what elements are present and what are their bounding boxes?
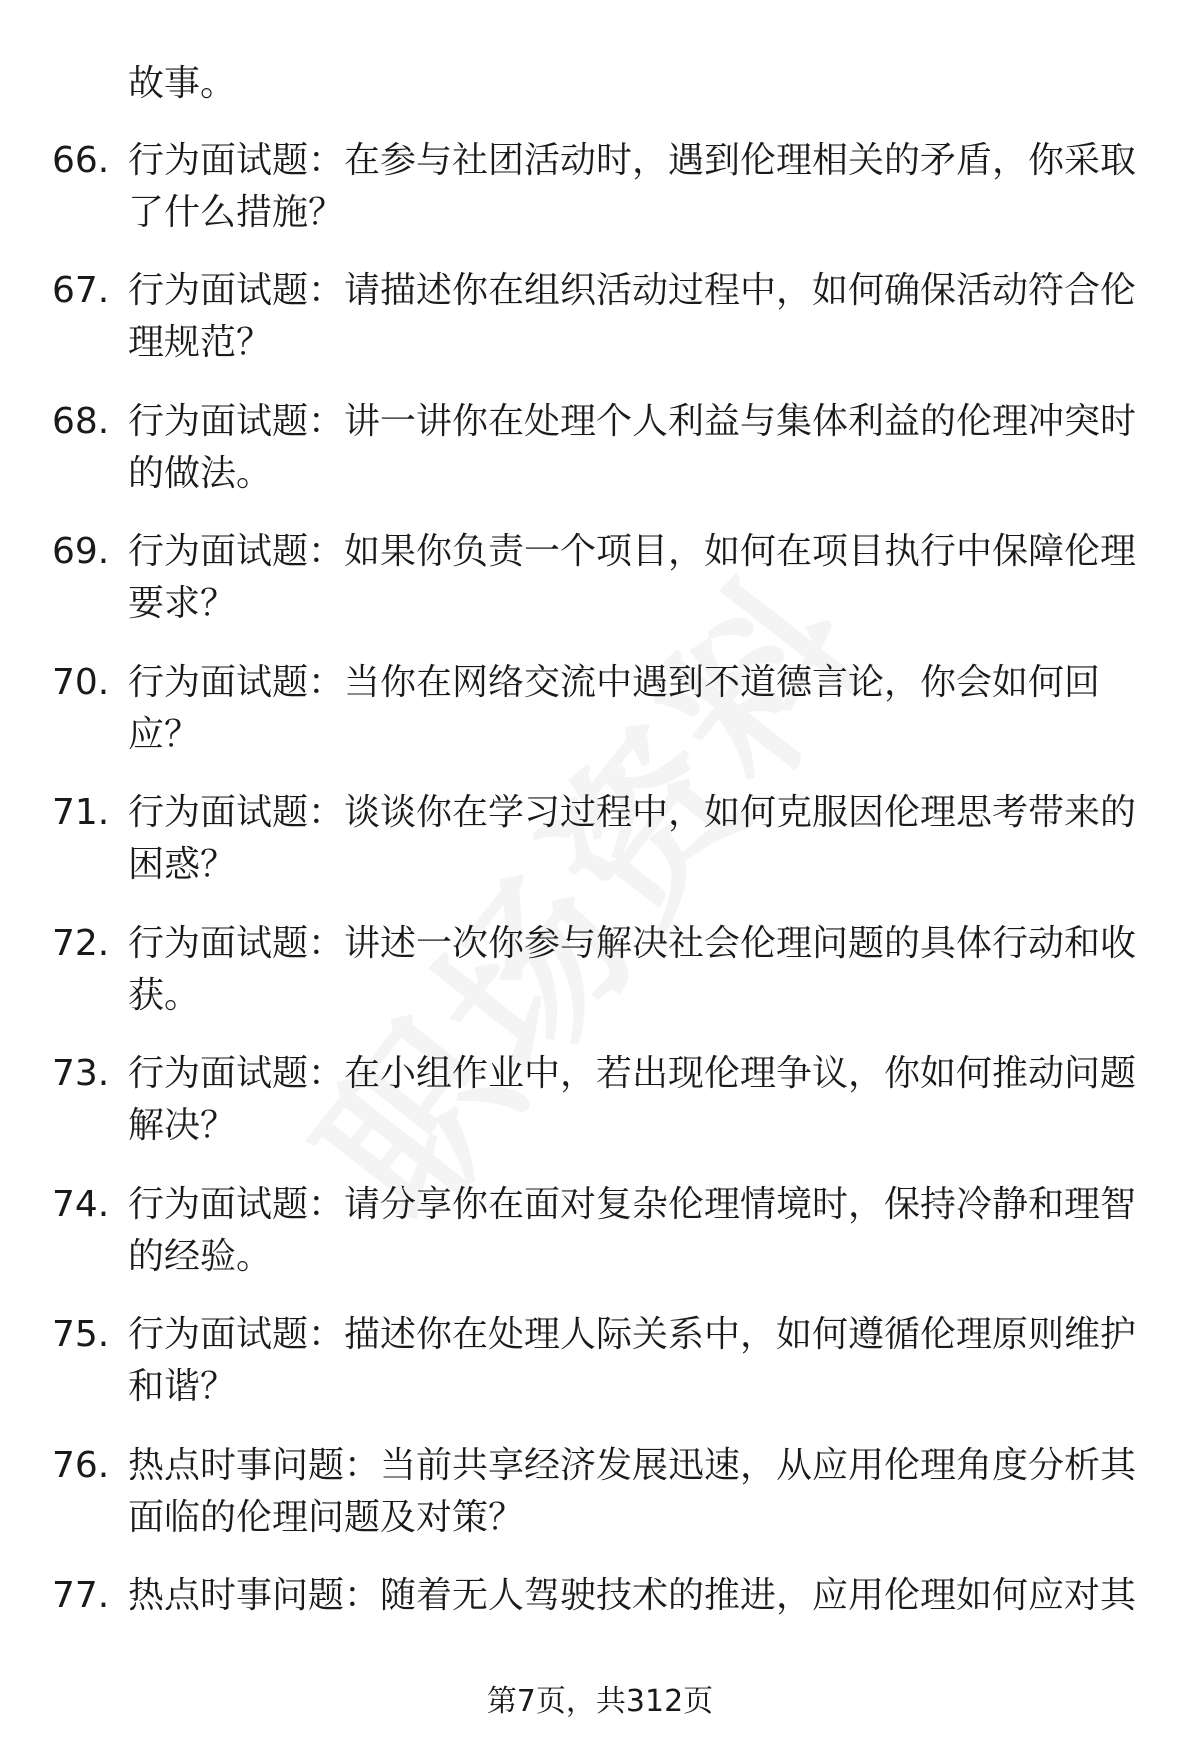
item-number: 77.	[52, 1575, 110, 1616]
item-number: 67.	[52, 270, 110, 311]
carryover-text: 故事。	[128, 63, 237, 104]
item-text: 行为面试题：描述你在处理人际关系中，如何遵循伦理原则维护和谐？	[128, 1314, 1137, 1407]
item-number: 71.	[52, 792, 110, 833]
item-number: 73.	[52, 1053, 110, 1094]
page-number-footer: 第7页，共312页	[486, 1684, 714, 1719]
item-number: 69.	[52, 531, 110, 572]
item-text: 行为面试题：讲一讲你在处理个人利益与集体利益的伦理冲突时的做法。	[128, 401, 1137, 494]
item-text: 热点时事问题：当前共享经济发展迅速，从应用伦理角度分析其面临的伦理问题及对策？	[128, 1445, 1137, 1538]
item-number: 74.	[52, 1184, 110, 1225]
item-number: 75.	[52, 1314, 110, 1355]
item-number: 76.	[52, 1445, 110, 1486]
item-text: 行为面试题：当你在网络交流中遇到不道德言论，你会如何回应？	[128, 662, 1101, 755]
item-text: 热点时事问题：随着无人驾驶技术的推进，应用伦理如何应对其	[128, 1575, 1137, 1616]
item-number: 68.	[52, 401, 110, 442]
item-number: 72.	[52, 923, 110, 964]
item-text: 行为面试题：在参与社团活动时，遇到伦理相关的矛盾，你采取了什么措施？	[128, 140, 1137, 233]
item-text: 行为面试题：谈谈你在学习过程中，如何克服因伦理思考带来的困惑？	[128, 792, 1137, 885]
item-text: 行为面试题：讲述一次你参与解决社会伦理问题的具体行动和收获。	[128, 923, 1137, 1016]
item-text: 行为面试题：请描述你在组织活动过程中，如何确保活动符合伦理规范？	[128, 270, 1137, 363]
item-text: 行为面试题：请分享你在面对复杂伦理情境时，保持冷静和理智的经验。	[128, 1184, 1137, 1277]
item-number: 70.	[52, 662, 110, 703]
item-text: 行为面试题：如果你负责一个项目，如何在项目执行中保障伦理要求？	[128, 531, 1137, 624]
item-text: 行为面试题：在小组作业中，若出现伦理争议，你如何推动问题解决？	[128, 1053, 1137, 1146]
item-number: 66.	[52, 140, 110, 181]
